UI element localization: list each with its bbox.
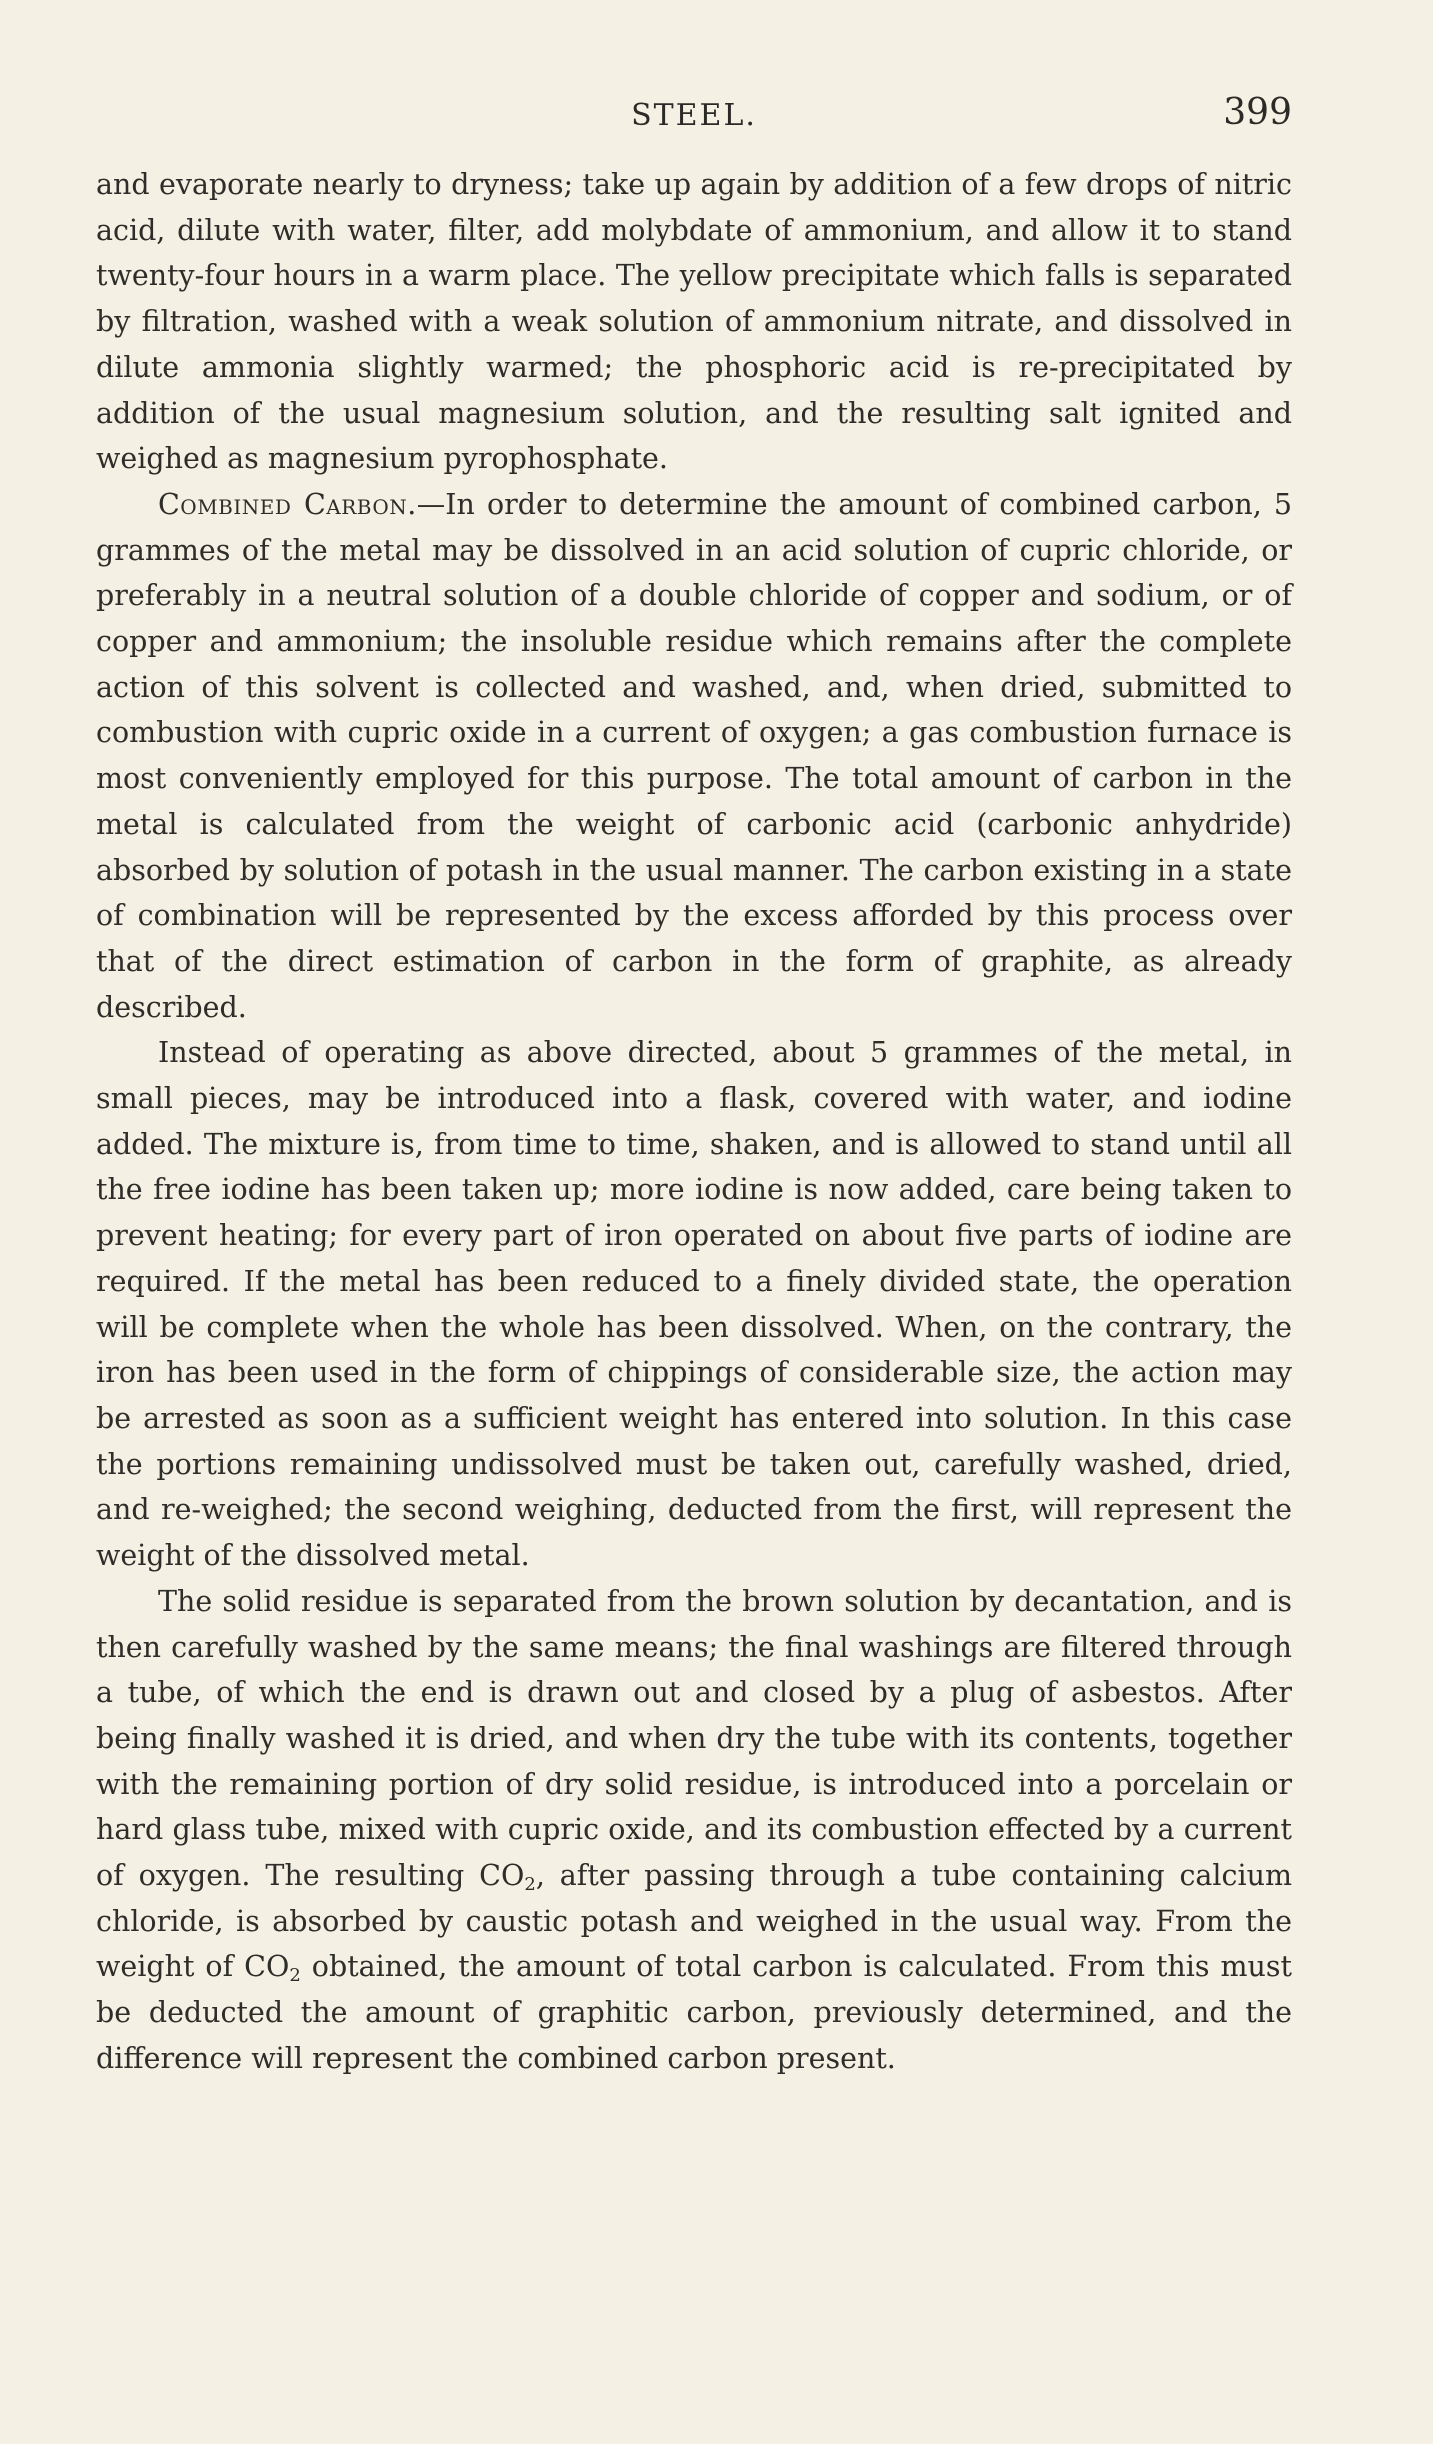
paragraph-combined-carbon [96, 482, 1292, 1030]
running-head [96, 92, 1292, 142]
running-head-title: STEEL. [631, 98, 757, 133]
paragraph-solid-residue [96, 1579, 1292, 2082]
paragraph-solid-residue-part-a: The solid residue is separated from the brown solution by decantation, and is then carefully washed by the same means; the final washings are filtered through a tube, of which the end is drawn out and closed by a plug of asbestos. After being finally washed it is dried, and when dry the tube with its contents, together with the remaining portion of dry solid residue, is introduced into a porcelain or hard glass tube, mixed with cupric oxide, and its combustion effected by a current of oxygen. The resulting CO [96, 1584, 1292, 1893]
paragraph-iodine-method: Instead of operating as above directed, about 5 grammes of the metal, in small pieces, may be introduced into a flask, covered with water, and iodine added. The mixture is, from time to time, shaken, and is allowed to stand until all the free iodine has been taken up; more iodine is now added, care being taken to prevent heating; for every part of iron operated on about five parts of iodine are required. If the metal has been reduced to a finely divided state, the operation will be complete when the whole has been dissolved. When, on the contrary, the iron has been used in the form of chippings of considerable size, the action may be arrested as soon as a sufficient weight has entered into solution. In this case the portions remaining undissolved must be taken out, carefully washed, dried, and re-weighed; the second weighing, deducted from the first, will represent the weight of the dissolved metal. [96, 1036, 1292, 1573]
body-text [96, 162, 1292, 2082]
section-heading-combined-carbon: Combined Carbon. [158, 487, 417, 521]
paragraph-phosphorus-continued: and evaporate nearly to dryness; take up again by addition of a few drops of nitric acid, dilute with water, filter, add molybdate of ammonium, and allow it to stand twenty-four hours in a warm place. The yellow precipitate which falls is separated by filtration, washed with a weak solution of ammonium nitrate, and dissolved in dilute ammonia slightly warmed; the phosphoric acid is re-precipitated by addition of the usual magnesium solution, and the resulting salt ignited and weighed as magnesium pyrophosphate. [96, 168, 1292, 476]
paragraph-solid-residue-part-c: obtained, the amount of total carbon is calculated. From this must be deducted the amount of graphitic carbon, previously determined, and the difference will represent the combined carbon present. [96, 1950, 1292, 2075]
page-number: 399 [1223, 92, 1292, 133]
subscript-two: 2 [524, 1874, 536, 1896]
subscript-two: 2 [289, 1965, 301, 1987]
paragraph-combined-carbon-text: —In order to determine the amount of combined carbon, 5 grammes of the metal may be dissolved in an acid solution of cupric chloride, or preferably in a neutral solution of a double chloride of copper and sodium, or of copper and ammonium; the insoluble residue which remains after the complete action of this solvent is collected and washed, and, when dried, submitted to combustion with cupric oxide in a current of oxygen; a gas combustion furnace is most conveniently employed for this purpose. The total amount of carbon in the metal is calculated from the weight of carbonic acid (carbonic anhydride) absorbed by solution of potash in the usual manner. The carbon existing in a state of combination will be represented by the excess afforded by this process over that of the direct estimation of carbon in the form of graphite, as already described. [96, 487, 1293, 1024]
paragraph-solid-residue-part-b: , after passing through a tube containing calcium chloride, is absorbed by caustic potash and weighed in the usual way. From the weight of CO [96, 1859, 1292, 1984]
